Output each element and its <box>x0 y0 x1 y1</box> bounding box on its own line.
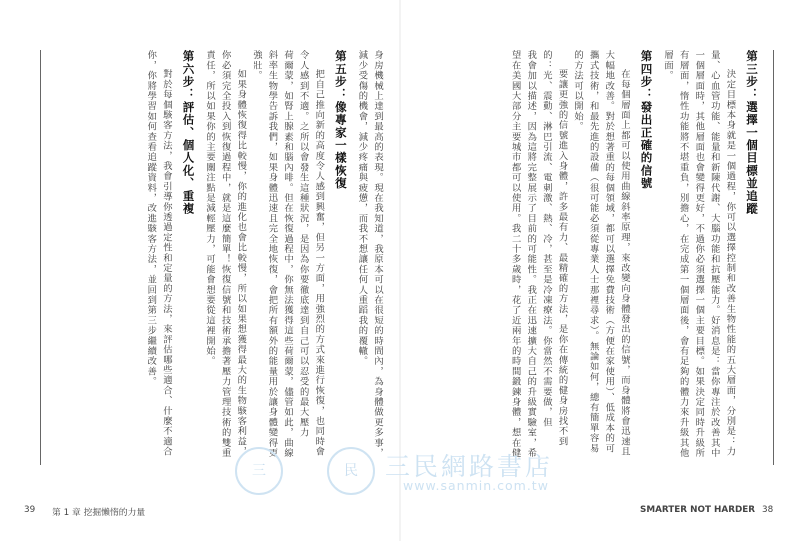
text-line: 量、心血管功能、能量和新陳代謝、大腦功能和抗壓能力。好消息是：當你專注於改善其中 <box>708 50 720 458</box>
section-heading-step6: 第六步：評估、個人化、重複 <box>181 50 196 216</box>
text-line: 你，你將學習如何查看追蹤資料，改進駭客方法，並回到第三步繼續改善。 <box>145 50 157 387</box>
text-line: 荷爾蒙，如腎上腺素和腦內啡。但在恢復過程中，你無法獲得這些荷爾蒙，儘管如此，曲線 <box>282 50 294 458</box>
text-line: 大幅地改善。對於想著重的每個領域，都可以選擇免費技術（方便在家使用）、低成本的可 <box>603 50 615 454</box>
watermark-store-name: 三民網路書店 <box>385 452 554 481</box>
text-line: 決定目標本身就是一個過程，你可以選擇控制和改善生物性能的五大層面，分別是：力 <box>724 68 736 457</box>
section-heading-step4: 第四步：發出正確的信號 <box>639 50 654 190</box>
watermark-url: www.sanmin.com.tw <box>403 478 549 493</box>
text-line: 層面。 <box>662 50 674 81</box>
text-line: 的：光、震動、淋巴引流、電刺激、熱、冷，甚至是冷凍療法。你當然不需要做，但 <box>540 50 552 428</box>
chapter-title-footer: 第 1 章 挖掘懶惰的力量 <box>52 508 146 518</box>
text-line: 身房機械上達到最高的表現。現在我知道，我原本可以在很短的時間內，為身體做更多事， <box>372 50 383 458</box>
page-number-left: 39 <box>24 505 36 515</box>
text-line: 把自己推向新的高度令人感到興奮，但另一方面，用強烈的方式來進行恢復，也同時會 <box>313 68 325 457</box>
watermark-circle-right: 民 <box>327 447 375 495</box>
text-line: 一個層面時，其他層面也會變得更好，不過你必須選擇一個主要目標。如果決定同時升級所 <box>693 50 705 458</box>
section-heading-step3: 第三步：選擇一個目標並追蹤 <box>745 50 759 216</box>
book-title-footer: SMARTER NOT HARDER <box>640 505 756 515</box>
text-line: 對於每個駭客方法，我會引導你透過定性和定量的方法，來評估哪些適合、什麼不適合 <box>160 68 172 457</box>
page-rule-right <box>773 50 774 465</box>
text-line: 的方法可以開始。 <box>572 50 584 132</box>
watermark <box>235 445 565 495</box>
text-line: 令人感到不適。之所以會發生這種狀況，是因為你要徹底達到自己可以忍受的最大壓力 <box>297 50 309 438</box>
watermark-circle-left: 三 <box>235 447 283 495</box>
right-page-body <box>435 50 765 470</box>
text-line: 責任，所以如果你的主要關注點是減輕壓力，可能會想要從這裡開始。 <box>204 50 216 367</box>
page-number-right: 38 <box>762 505 774 515</box>
text-line: 斜率生物學告訴我們，如果身體迅速且完全地恢復，會把所有額外的能量用於讓身體變得更 <box>266 50 278 458</box>
section-heading-step5: 第五步：像專家一樣恢復 <box>333 50 348 190</box>
text-line: 望在美國大部分主要城市都可以使用。我二十多歲時，花了近兩年的時間鍛鍊身體，想在健 <box>509 50 521 458</box>
text-line: 我會加以描述，因為這將完整展示了目前的可能性。我正在迅速擴大自己的升級實驗室，希 <box>525 50 537 458</box>
text-line: 攜式技術，和最先進的設備（很可能必須從專業人士那裡尋求）。無論如何，總有簡單容易 <box>587 50 599 454</box>
text-line: 你必須完全投入到恢復過程中，就是這麼簡單！恢復信號和技術承擔著壓力管理技術的雙重 <box>219 50 231 458</box>
left-page-body <box>55 50 385 470</box>
text-line: 在每個層面上都可以使用曲線斜率原理，來改變向身體發出的信號，而身體將會迅速且 <box>618 68 630 457</box>
text-line: 要讓更強的信號進入身體，許多最有力、最精確的方法，是你在傳統的健身房找不到 <box>556 68 568 446</box>
text-line: 減少受傷的機會，減少疼痛與疲憊，而我不想讓任何人重蹈我的覆轍。 <box>356 50 368 367</box>
text-line: 如果身體恢復得比較慢，你的進化也會比較慢，所以如果想獲得最大的生物駭客利益， <box>235 68 247 457</box>
page-rule-left <box>40 50 41 465</box>
text-line: 強壯。 <box>250 50 262 81</box>
text-line: 有層面，惰性功能將不堪重負，別擔心，在完成第一個層面後，會有足夠的體力來升級其他 <box>677 50 689 458</box>
